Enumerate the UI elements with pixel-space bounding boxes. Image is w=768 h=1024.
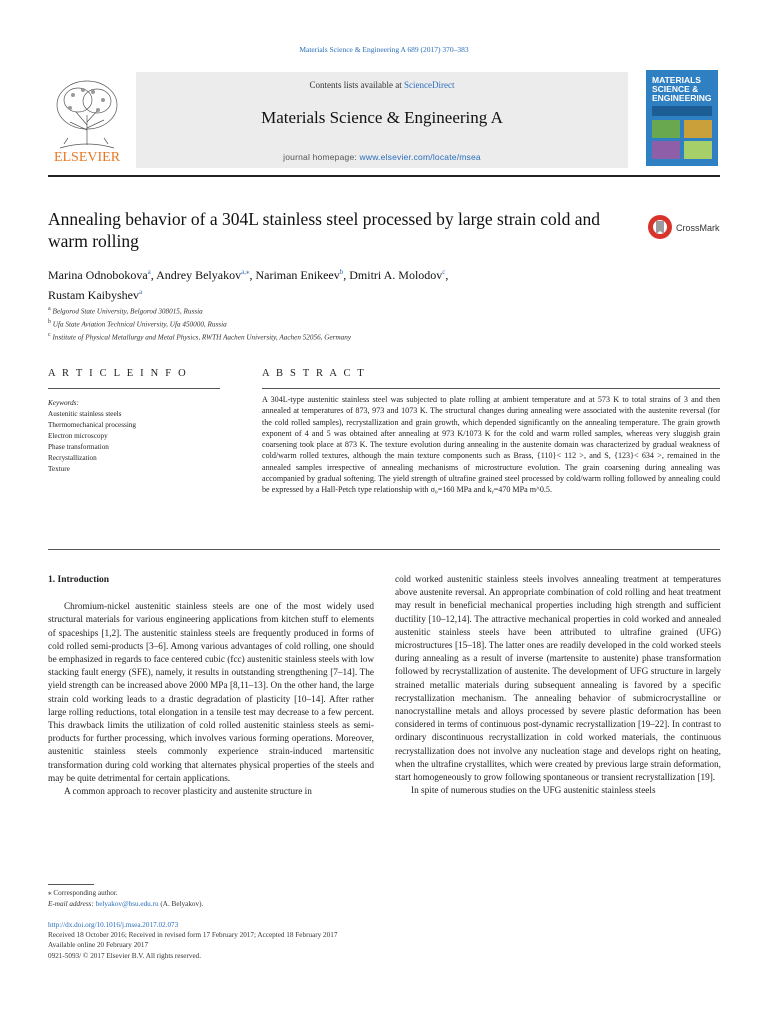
author-name[interactable]: Nariman Enikeev [255, 268, 340, 282]
author-name[interactable]: Andrey Belyakov [156, 268, 242, 282]
affiliation-item [48, 317, 648, 330]
affiliation-item [48, 330, 648, 343]
journal-cover-thumbnail[interactable] [646, 70, 718, 166]
author-separator: , [249, 268, 256, 282]
keyword-item: Phase transformation [48, 443, 109, 451]
abstract-heading: A B S T R A C T [262, 368, 366, 379]
journal-homepage-link[interactable]: www.elsevier.com/locate/msea [359, 152, 481, 162]
cover-title-line-1: MATERIALS [652, 75, 701, 85]
elsevier-wordmark: ELSEVIER [53, 150, 121, 164]
front-matter-divider [48, 549, 720, 550]
keyword-item: Electron microscopy [48, 432, 108, 440]
affiliation-key: c [48, 331, 51, 338]
elsevier-tree-logo [48, 70, 126, 164]
author-affiliation-marker[interactable]: a,⁎ [241, 268, 250, 276]
doi-link[interactable]: http://dx.doi.org/10.1016/j.msea.2017.02.073 [48, 921, 179, 929]
contents-prefix: Contents lists available at [309, 80, 404, 90]
section-heading-introduction: 1. Introduction [48, 575, 110, 585]
body-paragraph: cold worked austenitic stainless steels involves annealing treatment at temperatures above austenite reversal. An appropriate combination of cold rolling and heat treatment may result in beneficial mechanical properties including high strength and sufficient ductility [10–12,14]. The attractive mechanical properties in cold worked and annealed austenitic stainless steels have been attributed to ultrafine grained (UFG) microstructures [15–18]. The latter ones are readily developed in the cold worked steels during annealing as a result of inverse (martensite to austenite) phase transformation followed by recrystallization of austenite. The development of UFG structure in largely strained metallic materials during subsequent annealing is favored by a specific recrystallization mechanism. The annealing behavior of submicrocrystalline or nanocrystalline metals and alloys processed by severe plastic deformation has been considered in terms of continuous post-dynamic recrystallization [19–22]. In contrast to ordinary discontinuous recrystallization in cold worked materials, the continuous recrystallization does not involve any nucleation stage and develops right on heating, when the ultrafine crystallites, which were created by previous large strain deformation, start homogeneously to grow following spontaneous or transient recrystallization [19]. [395, 575, 721, 784]
sciencedirect-link[interactable]: ScienceDirect [404, 80, 455, 90]
author-name[interactable]: Rustam Kaibyshev [48, 288, 139, 302]
affiliation-text: Institute of Physical Metallurgy and Metal Physics, RWTH Aachen University, Aachen 52056, Germany [52, 333, 352, 342]
abstract-body: A 304L-type austenitic stainless steel was subjected to plate rolling at ambient temperature and at 573 K to total strains of 3 and then annealed at temperatures of 873, 973 and 1073 K. The structural changes during annealing were associated with the austenite reversal (for the cold rolled samples), recrystallization and grain growth, which depended significantly on the annealing temperature. The grain growth exponent of 4 and 5 was obtained after annealing at 973 K/1073 K for the cold and warm rolled samples, whereas very sluggish grain coarsening took place at 873 K. The texture evolution during annealing in the austenite domain was characterized by gradual weakness of cold/warm rolled textures, although the main texture components such as Brass, {110}< 112 >, and S, {123}< 634 >, remained in the annealed samples irrespective of annealing mechanisms of microstructure evolution. The grain coarsening during annealing was accompanied by gradual softening. The yield strength of ultrafine grained steel processed by cold/warm rolling followed by annealing could be expressed by a Hall-Petch type relationship with σ₀=160 MPa and kᵧ=470 MPa m^0.5. [262, 395, 720, 495]
affiliation-list [48, 304, 648, 343]
article-info-heading: A R T I C L E I N F O [48, 368, 188, 379]
affiliation-text: Ufa State Aviation Technical University, Ufa 450000, Russia [52, 320, 227, 329]
journal-citation[interactable]: Materials Science & Engineering A 689 (2017) 370–383 [299, 45, 469, 54]
homepage-label: journal homepage: [283, 152, 360, 162]
body-paragraph: Chromium-nickel austenitic stainless steels are one of the most widely used structural materials for various engineering applications from kitchen stuff to elements of spaceships [1,2]. The austenitic stainless steels are frequently produced in forms of cold rolled semi-products [3–6]. Among various advantages of cold rolling, one should be emphasized in regards to face centered cubic (fcc) austenitic stainless steels with low stacking fault energy (SFE), namely, it results in outstanding strengthening [7–14]. The yield strength can be increased above 2000 MPa [8,11–13]. On the other hand, the large strain cold working leads to a drastic degradation of plasticity [10–14]. After rather large rolling reductions, total elongation in a tensile test may decrease to a few percent. This drawback limits the utilization of cold rolled austenitic stainless steels as semi-products for further processing, which involves various forming operations. Moreover, austenitic stainless steels commonly experience strain-induced martensitic transformation during cold working that alternates physical properties of the steels and may be quite detrimental for certain applications. [48, 602, 374, 784]
abstract-divider [262, 388, 720, 389]
author-separator: , [150, 268, 157, 282]
crossmark-badge[interactable] [646, 212, 726, 242]
author-name[interactable]: Dmitri A. Molodov [349, 268, 443, 282]
header-divider [48, 175, 720, 177]
author-affiliation-marker[interactable]: c [442, 268, 446, 276]
body-paragraph: A common approach to recover plasticity and austenite structure in [64, 787, 312, 798]
keyword-item: Austenitic stainless steels [48, 410, 122, 418]
article-title: Annealing behavior of a 304L stainless steel processed by large strain cold and warm rolling [48, 209, 601, 251]
author-affiliation-marker[interactable]: a [139, 288, 143, 296]
email-label: E-mail address: [48, 899, 96, 908]
journal-title: Materials Science & Engineering A [261, 108, 503, 127]
author-affiliation-marker[interactable]: a [147, 268, 151, 276]
article-info-divider [48, 388, 220, 389]
keyword-item: Recrystallization [48, 454, 97, 462]
footnotes [48, 884, 448, 909]
journal-homepage-line [136, 152, 628, 162]
email-suffix: (A. Belyakov). [158, 899, 204, 908]
keyword-item: Thermomechanical processing [48, 421, 137, 429]
affiliation-item [48, 304, 648, 317]
contents-available-line [136, 80, 628, 90]
author-affiliation-marker[interactable]: b [339, 268, 344, 276]
keywords-label: Keywords: [48, 399, 79, 407]
body-column-right [395, 574, 721, 798]
author-name[interactable]: Marina Odnobokova [48, 268, 148, 282]
received-dates: Received 18 October 2016; Received in revised form 17 February 2017; Accepted 18 February 2017 [48, 931, 338, 940]
author-separator: , [445, 268, 449, 282]
affiliation-key: a [48, 306, 51, 312]
keyword-item: Texture [48, 465, 70, 473]
email-note [48, 899, 448, 910]
available-online-date: Available online 20 February 2017 [48, 941, 149, 950]
footnote-divider [48, 884, 94, 885]
publication-info [48, 920, 468, 961]
body-column-left [48, 574, 374, 799]
affiliation-text: Belgorod State University, Belgorod 308015, Russia [52, 307, 203, 316]
keywords-list [48, 398, 220, 475]
corresponding-author-note: ⁎ Corresponding author. [48, 889, 118, 897]
email-link[interactable]: belyakov@bsu.edu.ru [95, 899, 159, 908]
header-gray-panel [136, 72, 628, 168]
copyright-line: 0921-5093/ © 2017 Elsevier B.V. All rights reserved. [48, 951, 202, 960]
journal-header [48, 70, 628, 170]
affiliation-key: b [48, 318, 51, 325]
author-separator: , [343, 268, 350, 282]
author-list [48, 264, 648, 304]
body-paragraph: In spite of numerous studies on the UFG austenitic stainless steels [411, 786, 656, 797]
cover-title-line-3: ENGINEERING [652, 93, 712, 103]
crossmark-label: CrossMark [676, 223, 720, 233]
cover-title-line-2: SCIENCE & [652, 84, 699, 94]
